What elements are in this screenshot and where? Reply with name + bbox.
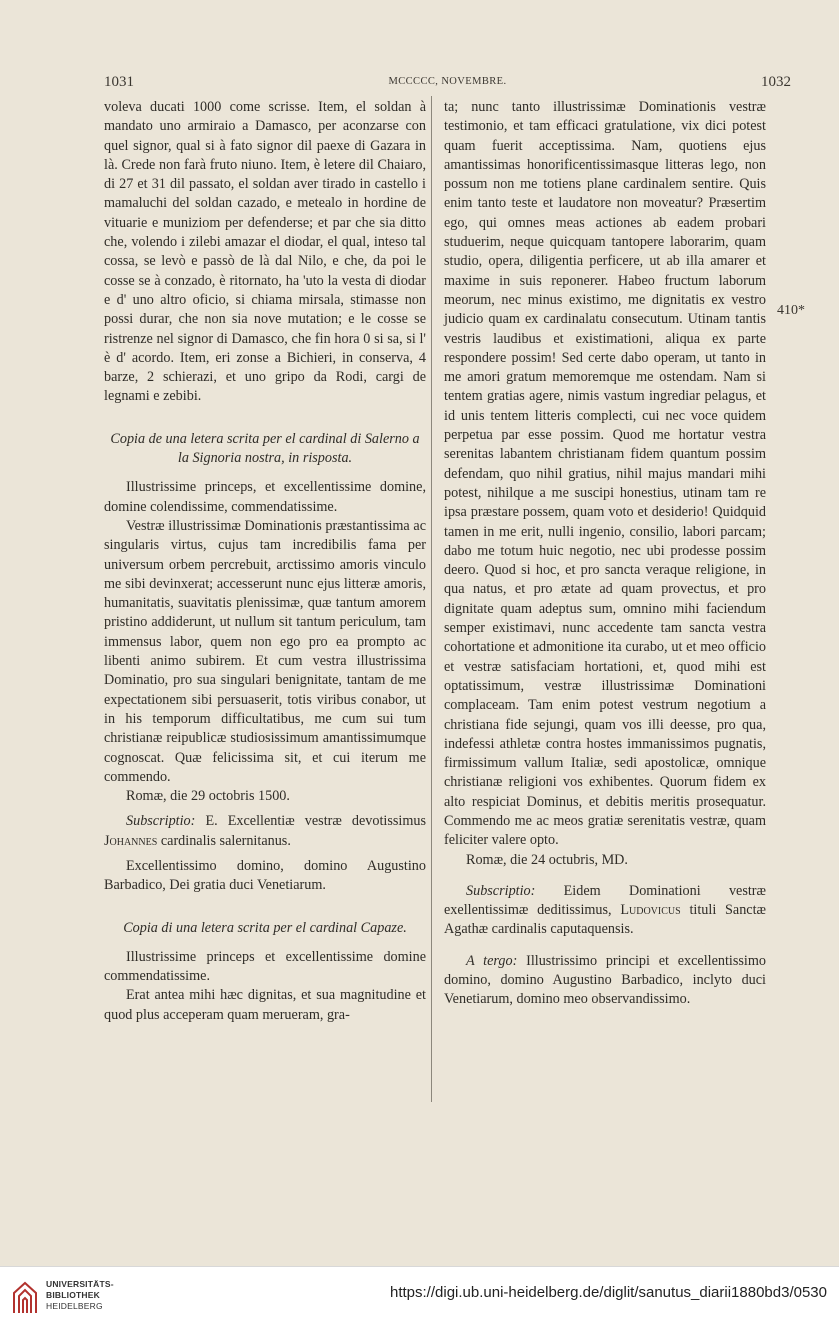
right-page-number: 1032 [761, 74, 791, 90]
heidelberg-library-logo-icon[interactable] [10, 1279, 40, 1315]
salutation-salerno: Illustrissime princeps, et excellentissime domine, domine colendissime, commendatissime. [104, 479, 426, 515]
subscriptio-salerno [104, 812, 426, 851]
tergo-label: A tergo: [466, 952, 518, 969]
letter-heading-capaze: Copia di una letera scrita per el cardinal Capaze. [123, 919, 407, 936]
left-paragraph-1: voleva ducati 1000 come scrisse. Item, el soldan à mandato uno armiraio a Damasco, per aconzarse con quel signor, qual si à fato signor dil paexe di Gazara in là. Crede non farà fruto niuno. Item, è letere dil Chaiaro, di 27 et 31 dil passato, el soldan aver tirado in castello i mamaluchi del soldan cazado, e metealo in hordine de vituarie e muniziom per defenderse; et par che sia ditto che, volendo i zilebi amazar el diodar, el qual, inteso tal cossa, se levò e passò de là dal Nilo, e che, da poi le cosse se à conzado, è ritornato, ha 'uto la vesta di diodar e d' uno altro oficio, si chiama mirsala, stimasse non possi durar, che non sia nove mutation; e le cosse se ristrenze nel signor di Damasco, che fin hora 0 si sa, si l' è d' acordo. Item, eri zonse a Bichieri, in conserva, 4 barze, 2 schierazi, et uno gripo da Rodi, cargi de legnami e zebibi. [104, 99, 426, 405]
library-line-2: BIBLIOTHEK [46, 1290, 100, 1300]
right-paragraph-1: ta; nunc tanto illustrissimæ Dominationis vestræ testimonio, et tam efficaci gratulatione, vix dici potest quam fuerit acceptissima. Nam, quotiens ejus amantissimas honorificentissimasque litteras lego, non possum non me totiens plane cardinalem sentire. Quis enim tanto teste et laudatore non moveatur? Præsertim ego, qui omnes meas actiones ab eadem probari studuerim, neque quicquam tantopere laborarim, quam studio, opera, diligentia perficere, ut ab illa amarer et maxime in suis reponerer. Habeo fructum laborum meorum, nec minus existimo, me dignitatis ex vestro judicio quam ex cardinalatu consecutum. Utinam tantis vestris laudibus et existimationi, aliqua ex parte respondere possim! Sed certe dabo operam, ut tanto in me amori gratum memoremque me ostendam. Nam si tentem gratias agere, nimis vastum ingrediar pelagus, et id unis tentem litteris complecti, cui nec voce quidem perpetua par esse possim. Quod me hortatur vestra serenitas labantem christianam fidem quantum possim defendam, quo nihil gratius, nihil majus mandari mihi potest, nihilque a me suscipi honestius, utinam tam re ipsa præstare possem, quam voto et desiderio! Quidquid tamen in me erit, nulli ingenio, consilio, labori parcam; dabo me totum huic negotio, nec ubi prodesse possim deero. Quod si hoc, et pro sancta veraque religione, in qua natus, et pro ætate ad quam provectus, et pro dignitate quam adeptus sum, omnino mihi faciendum semper existimavi, nunc accedente tam sancta vestra cohortatione et admonitione ita curabo, ut et meo officio et vestræ satisfaciam hortationi, et, quod mihi est optatissimum, vestræ illustrissimæ Dominationi complaceam. Tam enim potest vestrum negotium a christiana fide sejungi, quam vos illi deesse, pro qua, indefessi athletæ contra hostes immanissimos pugnatis, firmissimum vallum Italiæ, sedi apostolicæ, omnique christianæ religioni vos exhibentes. Quorum fidem ex alto respiciat Dominus, et debitis meritis prosequatur. Commendo me ac meos gratiæ serenitatis vestræ, quam feliciter valere opto. [444, 99, 766, 849]
address-salerno: Excellentissimo domino, domino Augustino Barbadico, Dei gratia duci Venetiarum. [104, 857, 426, 894]
subscriptio-text: Eidem Dominationi vestræ exellentissimæ deditissimus, [444, 882, 766, 919]
subscriptio-name: Ludovicus [620, 902, 681, 919]
date-capaze: Romæ, die 24 octubris, MD. [466, 851, 628, 868]
left-page-number: 1031 [104, 74, 134, 90]
subscriptio-tail: tituli Sanctæ Agathæ cardinalis caputaquensis. [444, 902, 766, 938]
subscriptio-tail: cardinalis salernitanus. [160, 832, 291, 849]
left-column [104, 98, 426, 1025]
permalink-url[interactable]: https://digi.ub.uni-heidelberg.de/diglit/sanutus_diarii1880bd3/0530 [390, 1284, 827, 1301]
left-paragraph-2: Vestræ illustrissimæ Dominationis præstantissima ac singularis virtus, cujus tam incredibilis fama per universum orbem percrebuit, arctissimo amoris vinculo me sibi devinxerat; accesserunt nunc ejus litteræ amoris, humanitatis, suavitatis plenissimæ, quæ tantum amorem pristino addiderunt, ut nullum sit tantum periculum, tam immensus labor, quem non ego pro ea prompto ac libenti animo subirem. Et cum vestra illustrissima Dominatio, pro sua singulari benignitate, tantam de me expectationem sibi persuaserit, totis viribus conabor, ut in his temporum difficultatibus, me cum sui tum christianæ reipublicæ studiosissimum amantissimumque cognoscat. Quæ felicissima sit, et cui iterum me commendo. [104, 517, 426, 785]
subscriptio-text: E. Excellentiæ vestræ devotissimus [205, 813, 426, 830]
a-tergo-address [444, 952, 766, 1010]
margin-reference-number: 410* [777, 303, 805, 318]
subscriptio-name: Johannes [104, 832, 158, 849]
salutation-capaze: Illustrissime princeps et excellentissime domine commendatissime. [104, 948, 426, 985]
left-paragraph-3: Erat antea mihi hæc dignitas, et sua magnitudine et quod plus acceperam quam merueram, gra- [104, 987, 426, 1023]
subscriptio-label: Subscriptio: [126, 813, 196, 830]
letter-heading-salerno: Copia de una letera scrita per el cardinal di Salerno a la Signoria nostra, in risposta. [110, 430, 420, 467]
subscriptio-label: Subscriptio: [466, 882, 536, 899]
library-line-3: HEIDELBERG [46, 1301, 103, 1311]
date-salerno: Romæ, die 29 octobris 1500. [126, 788, 290, 805]
library-line-1: UNIVERSITÄTS- [46, 1279, 114, 1289]
library-name[interactable] [46, 1279, 114, 1312]
running-header [104, 74, 791, 96]
viewer-footer [0, 1266, 839, 1327]
tergo-text: Illustrissimo principi et excellentissimo domino, domino Augustino Barbadico, inclyto duci Venetiarum, domino meo observandissimo. [444, 952, 766, 1008]
column-divider [431, 96, 432, 1102]
header-title: MCCCCC, NOVEMBRE. [388, 76, 507, 87]
right-column [444, 98, 766, 1010]
subscriptio-capaze [444, 882, 766, 940]
